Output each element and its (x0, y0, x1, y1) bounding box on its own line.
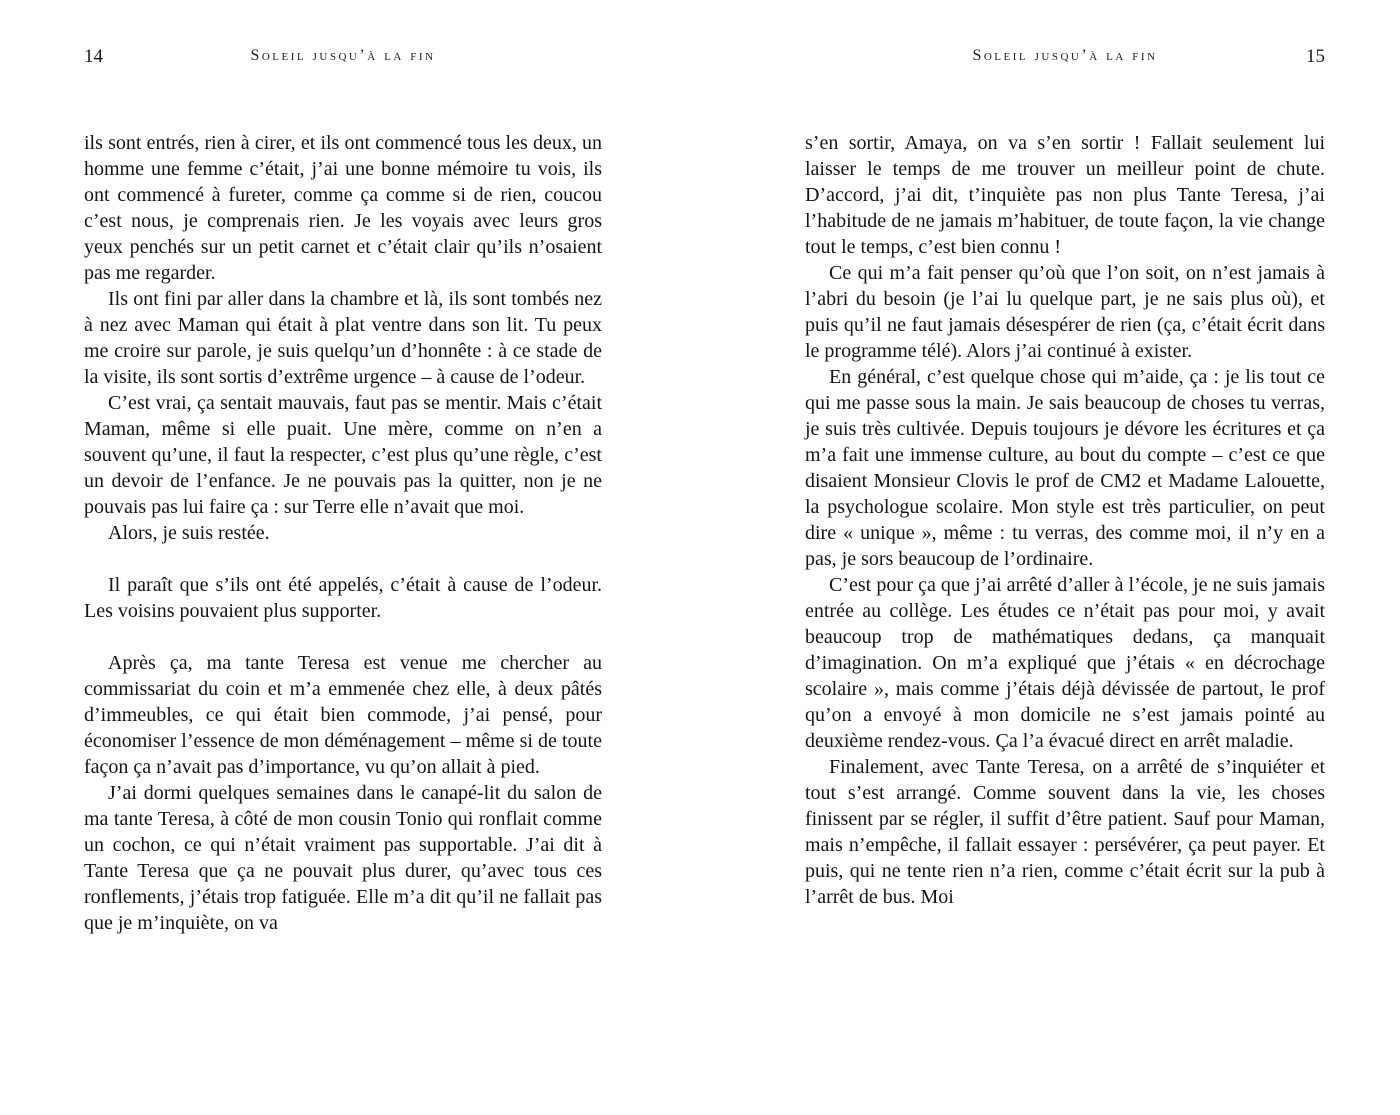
paragraph: J’ai dormi quelques semaines dans le canapé-lit du salon de ma tante Teresa, à côté de mon cousin Tonio qui ronflait comme un cochon, ce qui n’était vraiment pas supportable. J’ai dit à Tante Teresa que ça ne pouvait plus durer, qu’avec tous ces ronflements, j’étais trop fatiguée. Elle m’a dit qu’il ne fallait pas que je m’inquiète, on va (84, 782, 602, 934)
paragraph: Il paraît que s’ils ont été appelés, c’était à cause de l’odeur. Les voisins pouvaient plus supporter. (84, 574, 602, 622)
paragraph: Alors, je suis restée. (108, 522, 270, 544)
page-right (805, 0, 1325, 1115)
paragraph: ils sont entrés, rien à cirer, et ils ont commencé tous les deux, un homme une femme c’était, j’ai une bonne mémoire tu vois, ils ont commencé à fureter, comme ça comme si de rien, coucou c’est nous, je comprenais rien. Je les voyais avec leurs gros yeux penchés sur un petit carnet et c’était clair qu’ils n’osaient pas me regarder. (84, 132, 602, 284)
paragraph: C’est pour ça que j’ai arrêté d’aller à l’école, je ne suis jamais entrée au collège. Les études ce n’était pas pour moi, y avait beaucoup trop de mathématiques dedans, ça manquait d’imagination. On m’a expliqué que j’étais « en décrochage scolaire », mais comme j’étais déjà dévissée de partout, le prof qu’on a envoyé à mon domicile ne s’est jamais pointé au deuxième rendez-vous. Ça l’a évacué direct en arrêt maladie. (805, 574, 1325, 752)
page-body-right (805, 130, 1325, 910)
page-number-left: 14 (84, 46, 103, 67)
paragraph: Finalement, avec Tante Teresa, on a arrêté de s’inquiéter et tout s’est arrangé. Comme souvent dans la vie, les choses finissent par se régler, il suffit d’être patient. Sauf pour Maman, mais n’empêche, il fallait essayer : persévérer, ça peut payer. Et puis, qui ne tente rien n’a rien, comme c’était écrit sur la pub à l’arrêt de bus. Moi (805, 756, 1325, 908)
paragraph: Ce qui m’a fait penser qu’où que l’on soit, on n’est jamais à l’abri du besoin (je l’ai lu quelque part, je ne sais plus où), et puis qu’il ne faut jamais désespérer de rien (ça, c’était écrit dans le programme télé). Alors j’ai continué à exister. (805, 262, 1325, 362)
page-header-right (805, 46, 1325, 68)
page-left (84, 0, 602, 1115)
page-body-left (84, 130, 602, 936)
paragraph: s’en sortir, Amaya, on va s’en sortir ! Fallait seulement lui laisser le temps de me trouver un meilleur point de chute. D’accord, j’ai dit, t’inquiète pas non plus Tante Teresa, j’ai l’habitude de ne jamais m’habituer, de toute façon, la vie change tout le temps, c’est bien connu ! (805, 132, 1325, 258)
paragraph: Ils ont fini par aller dans la chambre et là, ils sont tombés nez à nez avec Maman qui était à plat ventre dans son lit. Tu peux me croire sur parole, je suis quelqu’un d’honnête : à ce stade de la visite, ils sont sortis d’extrême urgence – à cause de l’odeur. (84, 288, 602, 388)
paragraph: En général, c’est quelque chose qui m’aide, ça : je lis tout ce qui me passe sous la main. Je sais beaucoup de choses tu verras, je suis très cultivée. Depuis toujours je dévore les écritures et ça m’a fait une immense culture, au bout du compte – c’est ce que disaient Monsieur Clovis le prof de CM2 et Madame Lalouette, la psychologue scolaire. Mon style est très particulier, on peut dire « unique », même : tu verras, des comme moi, il n’y en a pas, je sors beaucoup de l’ordinaire. (805, 366, 1325, 570)
page-number-right: 15 (1306, 46, 1325, 67)
running-title-left: Soleil jusqu’à la fin (250, 47, 436, 64)
running-title-right: Soleil jusqu’à la fin (972, 47, 1158, 64)
page-header-left (84, 46, 602, 68)
paragraph: C’est vrai, ça sentait mauvais, faut pas se mentir. Mais c’était Maman, même si elle puait. Une mère, comme on n’en a souvent qu’une, il faut la respecter, c’est plus qu’une règle, c’est un devoir de l’enfance. Je ne pouvais pas la quitter, non je ne pouvais pas lui faire ça : sur Terre elle n’avait que moi. (84, 392, 602, 518)
paragraph: Après ça, ma tante Teresa est venue me chercher au commissariat du coin et m’a emmenée chez elle, à deux pâtés d’immeubles, ce qui était bien commode, j’ai pensé, pour économiser l’essence de mon déménagement – même si de toute façon ça n’avait pas d’importance, vu qu’on allait à pied. (84, 652, 602, 778)
